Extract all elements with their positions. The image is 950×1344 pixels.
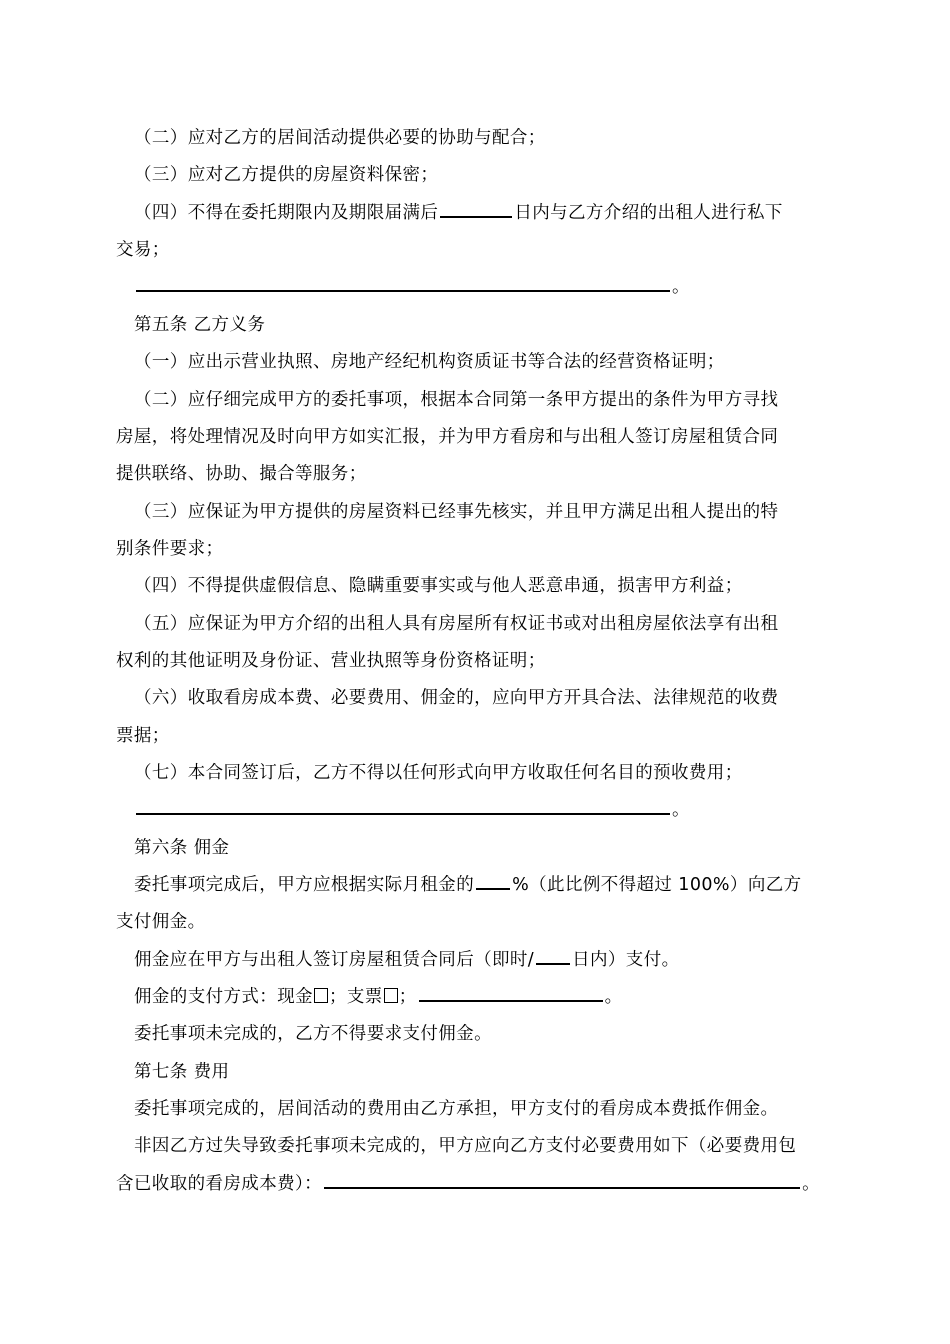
article7-para2: 非因乙方过失导致委托事项未完成的，甲方应向乙方支付必要费用如下（必要费用包 (134, 1136, 797, 1156)
article5-heading: 第五条 乙方义务 (134, 315, 266, 335)
days-blank[interactable] (440, 204, 512, 218)
article5-item4: （四）不得提供虚假信息、隐瞒重要事实或与他人恶意串通，损害甲方利益； (134, 576, 743, 596)
article7-para2-cont (116, 1173, 836, 1195)
article5-item1: （一）应出示营业执照、房地产经纪机构资质证书等合法的经营资格证明； (134, 352, 725, 372)
article6-para4: 委托事项未完成的，乙方不得要求支付佣金。 (134, 1024, 492, 1044)
article4-item3: （三）应对乙方提供的房屋资料保密； (134, 165, 439, 185)
article6-para2 (134, 949, 854, 971)
article5-item2-cont2: 提供联络、协助、撮合等服务； (116, 464, 367, 484)
extra-clause-end: 。 (672, 800, 690, 820)
cash-checkbox[interactable] (314, 988, 328, 1003)
article5-item5-cont: 权利的其他证明及身份证、营业执照等身份资格证明； (116, 651, 546, 671)
article4-item4-text-a: （四）不得在委托期限内及期限届满后 (134, 203, 439, 223)
separator: ； (398, 987, 417, 1007)
cheque-label: ；支票 (329, 987, 383, 1007)
extra-clause-blank[interactable] (136, 278, 670, 292)
article4-item2: （二）应对乙方的居间活动提供必要的协助与配合； (134, 128, 546, 148)
extra-clause-end: 。 (672, 277, 690, 297)
article6-para2-text-a: 佣金应在甲方与出租人签订房屋租赁合同后（即时/ (134, 950, 535, 970)
article6-para1-cont: 支付佣金。 (116, 912, 206, 932)
days-blank[interactable] (536, 951, 570, 965)
article6-para1 (134, 874, 854, 896)
percent-blank[interactable] (476, 876, 510, 890)
article6-para3 (134, 986, 854, 1008)
cheque-checkbox[interactable] (384, 988, 398, 1003)
article7-para2-text: 含已收取的看房成本费）： (116, 1174, 323, 1194)
article4-item4 (134, 202, 854, 224)
article5-item3: （三）应保证为甲方提供的房屋资料已经事先核实，并且甲方满足出租人提出的特 (134, 502, 779, 522)
article6-para1-text-a: 委托事项完成后，甲方应根据实际月租金的 (134, 875, 475, 895)
article5-item5: （五）应保证为甲方介绍的出租人具有房屋所有权证书或对出租房屋依法享有出租 (134, 614, 779, 634)
necessary-costs-blank[interactable] (324, 1175, 800, 1189)
article5-extra-line (134, 799, 854, 821)
para3-end: 。 (604, 987, 623, 1007)
article5-item2: （二）应仔细完成甲方的委托事项，根据本合同第一条甲方提出的条件为甲方寻找 (134, 390, 779, 410)
article5-item7: （七）本合同签订后，乙方不得以任何形式向甲方收取任何名目的预收费用； (134, 763, 743, 783)
article4-item4-text-b: 日内与乙方介绍的出租人进行私下 (514, 203, 783, 223)
article5-item3-cont: 别条件要求； (116, 539, 224, 559)
article7-para2-end: 。 (802, 1174, 820, 1194)
article4-extra-line (134, 276, 854, 298)
article7-heading: 第七条 费用 (134, 1062, 230, 1082)
payment-method-label: 佣金的支付方式：现金 (134, 987, 313, 1007)
extra-clause-blank[interactable] (136, 801, 670, 815)
article6-heading: 第六条 佣金 (134, 838, 230, 858)
article6-para2-text-b: 日内）支付。 (572, 950, 680, 970)
article5-item6: （六）收取看房成本费、必要费用、佣金的，应向甲方开具合法、法律规范的收费 (134, 688, 779, 708)
article7-para1: 委托事项完成的，居间活动的费用由乙方承担，甲方支付的看房成本费抵作佣金。 (134, 1099, 779, 1119)
other-method-blank[interactable] (419, 988, 603, 1002)
article5-item6-cont: 票据； (116, 726, 170, 746)
article5-item2-cont1: 房屋，将处理情况及时向甲方如实汇报，并为甲方看房和与出租人签订房屋租赁合同 (116, 427, 779, 447)
article4-item4-cont: 交易； (116, 240, 170, 260)
article6-para1-text-b: %（此比例不得超过 100%）向乙方 (512, 875, 802, 895)
